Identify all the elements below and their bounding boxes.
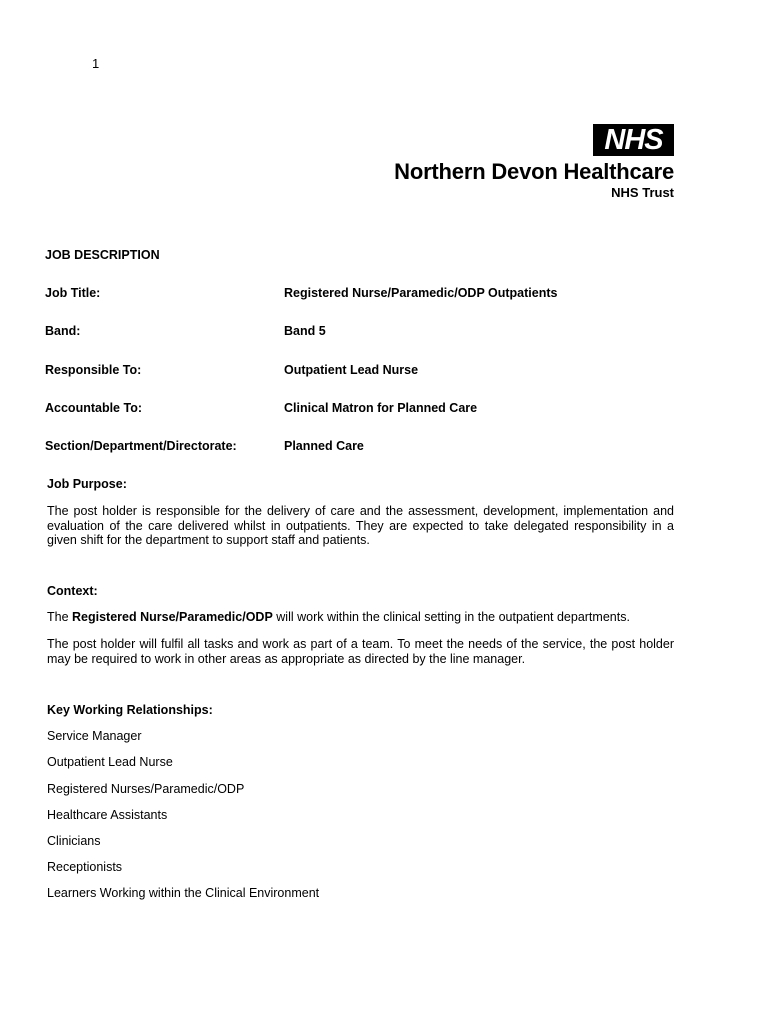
role-name: Registered Nurse/Paramedic/ODP [72, 610, 273, 624]
relationship-item: Receptionists [47, 860, 123, 874]
page-number: 1 [92, 56, 100, 71]
organisation-subtitle: NHS Trust [611, 185, 674, 200]
relationship-item: Registered Nurses/Paramedic/ODP [47, 782, 245, 796]
organisation-name: Northern Devon Healthcare [394, 159, 674, 184]
band-value: Band 5 [284, 324, 326, 338]
job-purpose-title: Job Purpose: [47, 477, 127, 491]
accountable-to-label: Accountable To: [45, 401, 142, 415]
job-purpose-text: The post holder is responsible for the delivery of care and the assessment, development, implementation and evaluation of the care delivered whilst in outpatients. They are expected to take delegated responsibility in a given shift for the department to support staff and patients. [47, 504, 674, 547]
document-title: JOB DESCRIPTION [45, 248, 160, 262]
context-paragraph-2: The post holder will fulfil all tasks and work as part of a team. To meet the needs of the service, the post holder may be required to work in other areas as appropriate as directed by the line manager. [47, 637, 674, 666]
context-title: Context: [47, 584, 98, 598]
context-paragraph-1: The Registered Nurse/Paramedic/ODP will work within the clinical setting in the outpatient departments. [47, 610, 630, 624]
relationship-item: Service Manager [47, 729, 142, 743]
band-label: Band: [45, 324, 81, 338]
relationships-title: Key Working Relationships: [47, 703, 213, 717]
responsible-to-value: Outpatient Lead Nurse [284, 363, 419, 377]
job-title-value: Registered Nurse/Paramedic/ODP Outpatients [284, 286, 558, 300]
accountable-to-value: Clinical Matron for Planned Care [284, 401, 478, 415]
job-title-label: Job Title: [45, 286, 101, 300]
relationship-item: Learners Working within the Clinical Environment [47, 886, 320, 900]
relationship-item: Healthcare Assistants [47, 808, 168, 822]
section-value: Planned Care [284, 439, 364, 453]
section-label: Section/Department/Directorate: [45, 439, 237, 453]
relationship-item: Outpatient Lead Nurse [47, 755, 173, 769]
relationship-item: Clinicians [47, 834, 101, 848]
responsible-to-label: Responsible To: [45, 363, 142, 377]
nhs-logo: NHS [593, 124, 674, 156]
